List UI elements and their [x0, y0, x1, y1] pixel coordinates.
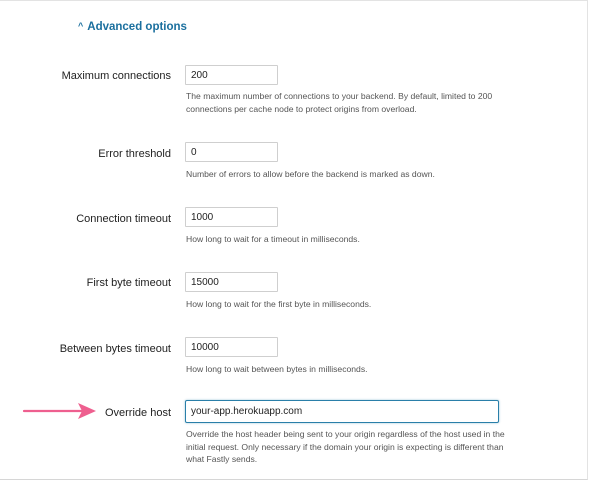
max-connections-label: Maximum connections: [61, 70, 171, 82]
connection-timeout-input[interactable]: [185, 207, 278, 227]
between-bytes-timeout-label: Between bytes timeout: [59, 343, 171, 355]
between-bytes-timeout-help: How long to wait between bytes in milliseconds.: [186, 364, 368, 374]
error-threshold-help: Number of errors to allow before the backend is marked as down.: [186, 169, 435, 179]
first-byte-timeout-help: How long to wait for the first byte in milliseconds.: [186, 299, 372, 309]
caret-up-icon: ^: [78, 20, 84, 31]
first-byte-timeout-label: First byte timeout: [86, 277, 171, 289]
between-bytes-timeout-input[interactable]: [185, 337, 278, 357]
advanced-options-toggle[interactable]: [78, 21, 187, 33]
override-host-help: Override the host header being sent to your origin regardless of the host used in the initial request. Only necessary if the domain your origin is expecting is different than what Fastly sends.: [186, 429, 505, 464]
connection-timeout-help: How long to wait for a timeout in milliseconds.: [186, 234, 360, 244]
override-host-input[interactable]: [185, 400, 499, 423]
error-threshold-label: Error threshold: [98, 148, 171, 160]
max-connections-help: The maximum number of connections to your backend. By default, limited to 200 connections per cache node to protect origins from overload.: [186, 91, 493, 114]
first-byte-timeout-input[interactable]: [185, 272, 278, 292]
error-threshold-input[interactable]: [185, 142, 278, 162]
max-connections-input[interactable]: [185, 65, 278, 85]
connection-timeout-label: Connection timeout: [76, 213, 171, 225]
override-host-label: Override host: [104, 407, 171, 419]
advanced-options-label: Advanced options: [87, 21, 187, 33]
